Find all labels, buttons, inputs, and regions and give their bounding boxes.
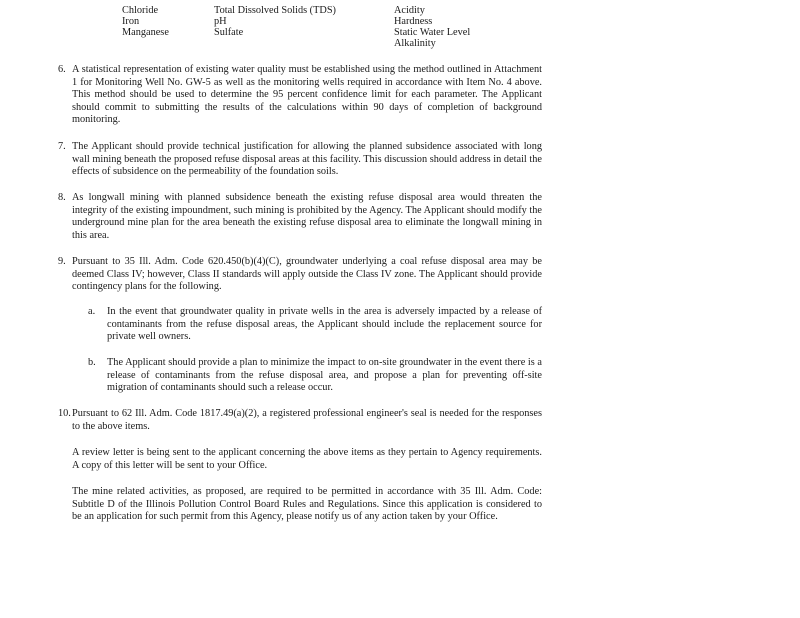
item-text: Pursuant to 62 Ill. Adm. Code 1817.49(a)(2), a registered professional engineer's seal is needed for the responses to the above items. <box>72 408 542 432</box>
closing-paragraph: The mine related activities, as proposed, are required to be permitted in accordance with 35 Ill. Adm. Code: Subtitle D of the Illinois Pollution Control Board Rules and Regulations. Since this application is considered to be an application for such permit from this Agency, please notify us of any action taken by your Office. <box>72 486 542 523</box>
parameter-name: Acidity <box>394 5 425 16</box>
item-number: 8. <box>58 192 66 203</box>
parameter-name <box>214 38 394 49</box>
parameter-name <box>122 38 214 49</box>
item-number: 6. <box>58 64 66 75</box>
parameter-name: Sulfate <box>214 27 244 38</box>
closing-paragraph: A review letter is being sent to the applicant concerning the above items as they pertain to Agency requirements. A copy of this letter will be sent to your Office. <box>72 447 542 471</box>
sub-item-text: In the event that groundwater quality in private wells in the area is adversely impacted by a release of contaminants from the refuse disposal areas, the Applicant should include the replacement source for private well owners. <box>107 306 542 343</box>
item-text: A statistical representation of existing water quality must be established using the method outlined in Attachment 1 for Monitoring Well No. GW-5 as well as the monitoring wells required in accordance with Item No. 4 above. This method should be used to determine the 95 percent confidence limit for each parameter. The Applicant should commit to submitting the results of the calculations within 90 days of completion of background monitoring. <box>72 64 542 126</box>
parameter-name: Chloride <box>122 5 159 16</box>
parameter-row <box>122 5 544 16</box>
parameter-row <box>122 38 544 49</box>
parameter-list <box>122 5 544 49</box>
sub-item <box>88 306 542 344</box>
item-number: 9. <box>58 256 66 267</box>
item-text: Pursuant to 35 Ill. Adm. Code 620.450(b)(4)(C), groundwater underlying a coal refuse disposal area may be deemed Class IV; however, Class II standards will apply outside the Class IV zone. The Applicant should provide contingency plans for the following. <box>72 256 542 293</box>
sub-item-letter: b. <box>88 357 96 368</box>
numbered-item <box>58 408 542 433</box>
sub-item <box>88 357 542 395</box>
numbered-item <box>58 192 542 242</box>
sub-item-letter: a. <box>88 306 96 317</box>
item-number: 10. <box>58 408 71 419</box>
item-number: 7. <box>58 141 66 152</box>
parameter-name: Iron <box>122 16 140 27</box>
parameter-name: pH <box>214 16 227 27</box>
item-text: As longwall mining with planned subsidence beneath the existing refuse disposal area would threaten the integrity of the existing impoundment, such mining is prohibited by the Agency. The Applicant should modify the underground mine plan for the area beneath the existing refuse disposal area to eliminate the longwall mining in this area. <box>72 192 542 241</box>
numbered-item <box>58 256 542 294</box>
parameter-name: Total Dissolved Solids (TDS) <box>214 5 336 16</box>
sub-item-text: The Applicant should provide a plan to minimize the impact to on-site groundwater in the event there is a release of contaminants from the refuse disposal area, and propose a plan for preventing off-site migration of contaminants should such a release occur. <box>107 357 542 394</box>
numbered-item <box>58 141 542 179</box>
item-text: The Applicant should provide technical justification for allowing the planned subsidence associated with long wall mining beneath the proposed refuse disposal areas at this facility. This discussion should address in detail the effects of subsidence on the permeability of the foundation soils. <box>72 141 542 178</box>
parameter-name: Static Water Level <box>394 27 471 38</box>
parameter-row <box>122 16 544 27</box>
parameter-row <box>122 27 544 38</box>
parameter-name: Alkalinity <box>394 38 436 49</box>
parameter-name: Hardness <box>394 16 433 27</box>
numbered-item <box>58 64 542 127</box>
parameter-name: Manganese <box>122 27 169 38</box>
